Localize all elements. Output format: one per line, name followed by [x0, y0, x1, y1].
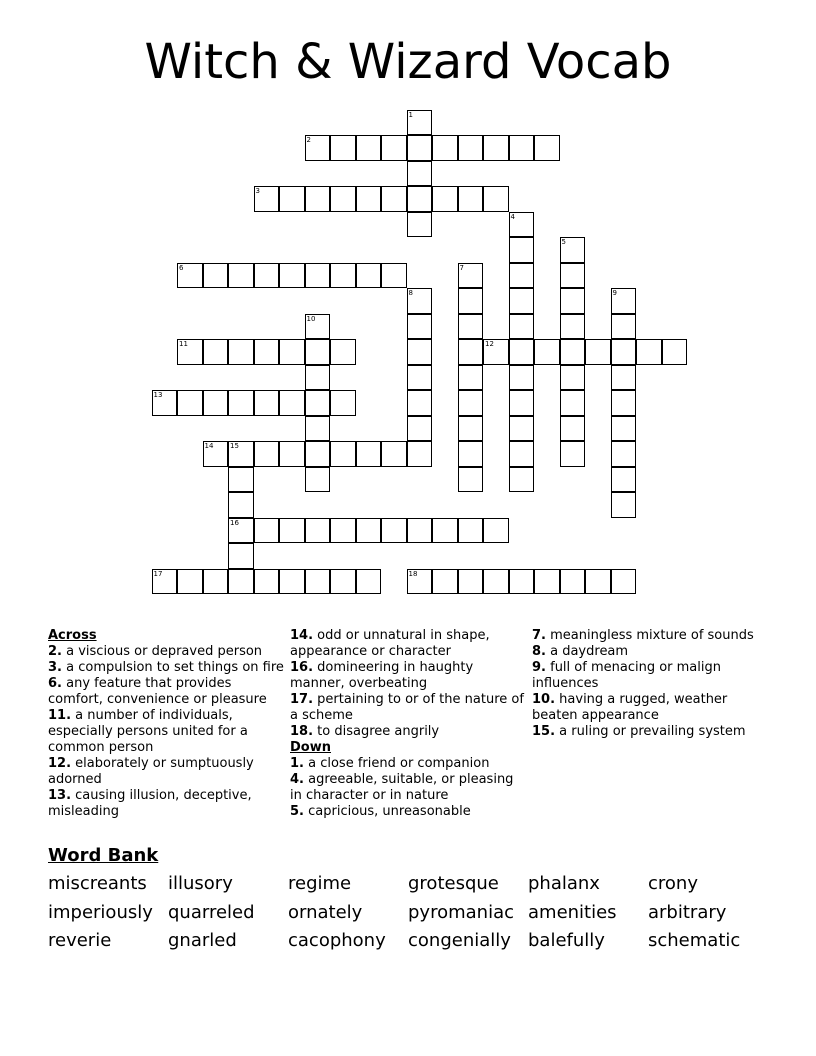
clue-text: a daydream: [545, 644, 629, 659]
grid-cell[interactable]: [305, 441, 331, 467]
grid-cell[interactable]: [458, 135, 484, 161]
grid-cell[interactable]: [305, 186, 331, 212]
grid-cell[interactable]: [254, 441, 280, 467]
grid-cell[interactable]: [330, 135, 356, 161]
clue-number: 10.: [532, 692, 556, 707]
grid-cell[interactable]: [203, 569, 229, 595]
grid-cell[interactable]: [177, 569, 203, 595]
grid-cell[interactable]: [407, 135, 433, 161]
clue-text: to disagree angrily: [313, 724, 440, 739]
clue-number: 11: [179, 340, 188, 348]
clue-text: odd or unnatural in shape, appearance or character: [290, 628, 490, 659]
grid-cell[interactable]: [305, 416, 331, 442]
clue-number: 13.: [48, 788, 72, 803]
word-bank-item: crony: [648, 873, 698, 894]
word-bank-item: grotesque: [408, 873, 499, 894]
grid-cell[interactable]: [203, 441, 229, 467]
grid-cell[interactable]: [509, 135, 535, 161]
grid-cell[interactable]: [483, 135, 509, 161]
grid-cell[interactable]: [611, 467, 637, 493]
clue: [48, 708, 284, 756]
across-heading: Across: [48, 628, 97, 643]
clue: [290, 756, 526, 772]
grid-cell[interactable]: [305, 263, 331, 289]
word-bank-item: quarreled: [168, 902, 255, 923]
grid-cell[interactable]: [203, 263, 229, 289]
clue-number: 16.: [290, 660, 314, 675]
clue: [532, 724, 768, 740]
grid-cell[interactable]: [509, 263, 535, 289]
grid-cell[interactable]: [330, 518, 356, 544]
grid-cell[interactable]: [279, 518, 305, 544]
grid-cell[interactable]: [407, 161, 433, 187]
clue: [48, 660, 284, 676]
clue: [290, 804, 526, 820]
clue-text: causing illusion, deceptive, misleading: [48, 788, 252, 819]
clue-number: 3: [255, 187, 260, 195]
clues-column-2: [290, 628, 526, 820]
across-clues-list: [48, 644, 284, 820]
grid-cell[interactable]: [152, 390, 178, 416]
clue-number: 6: [179, 263, 184, 272]
grid-cell[interactable]: [330, 390, 356, 416]
word-bank-item: cacophony: [288, 930, 386, 951]
clue-number: 8.: [532, 644, 546, 659]
grid-cell[interactable]: [611, 339, 637, 365]
grid-cell[interactable]: [560, 416, 586, 442]
grid-cell[interactable]: [509, 237, 535, 263]
grid-cell[interactable]: [381, 263, 407, 289]
down-clues-list: [290, 756, 526, 820]
grid-cell[interactable]: [458, 365, 484, 391]
clue-number: 16: [230, 518, 239, 527]
clue: [290, 692, 526, 724]
grid-cell[interactable]: [611, 314, 637, 340]
grid-cell[interactable]: [228, 492, 254, 518]
word-bank-item: miscreants: [48, 873, 147, 894]
grid-cell[interactable]: [458, 390, 484, 416]
grid-cell[interactable]: [254, 186, 280, 212]
grid-cell[interactable]: [330, 186, 356, 212]
clue-text: pertaining to or of the nature of a scheme: [290, 692, 524, 723]
grid-cell[interactable]: [534, 569, 560, 595]
grid-cell[interactable]: [356, 186, 382, 212]
grid-cell[interactable]: [611, 416, 637, 442]
grid-cell[interactable]: [432, 518, 458, 544]
word-bank-item: arbitrary: [648, 902, 727, 923]
clue-number: 2: [306, 136, 311, 144]
grid-cell[interactable]: [279, 263, 305, 289]
clue-number: 9.: [532, 660, 546, 675]
grid-cell[interactable]: [228, 441, 254, 467]
grid-cell[interactable]: [611, 441, 637, 467]
grid-cell[interactable]: [611, 288, 637, 314]
grid-cell[interactable]: [458, 416, 484, 442]
grid-cell[interactable]: [509, 339, 535, 365]
grid-cell[interactable]: [203, 390, 229, 416]
grid-cell[interactable]: [560, 288, 586, 314]
grid-cell[interactable]: [611, 365, 637, 391]
grid-cell[interactable]: [509, 569, 535, 595]
clue-text: any feature that provides comfort, convenience or pleasure: [48, 676, 267, 707]
clue-number: 5.: [290, 804, 304, 819]
grid-cell[interactable]: [662, 339, 688, 365]
grid-cell[interactable]: [228, 543, 254, 569]
grid-cell[interactable]: [509, 467, 535, 493]
grid-cell[interactable]: [305, 135, 331, 161]
grid-cell[interactable]: [381, 135, 407, 161]
clue-number: 6.: [48, 676, 62, 691]
clue-number: 1: [408, 110, 413, 119]
clue-number: 12.: [48, 756, 72, 771]
clue-text: domineering in haughty manner, overbeating: [290, 660, 474, 691]
clue-text: a compulsion to set things on fire: [61, 660, 284, 675]
down-clues-list-continued: [532, 628, 768, 740]
grid-cell[interactable]: [407, 339, 433, 365]
clue-number: 11.: [48, 708, 72, 723]
grid-cell[interactable]: [585, 569, 611, 595]
grid-cell[interactable]: [483, 518, 509, 544]
grid-cell[interactable]: [483, 569, 509, 595]
grid-cell[interactable]: [611, 569, 637, 595]
grid-cell[interactable]: [279, 569, 305, 595]
grid-cell[interactable]: [458, 467, 484, 493]
grid-cell[interactable]: [305, 569, 331, 595]
grid-cell[interactable]: [432, 135, 458, 161]
grid-cell[interactable]: [407, 390, 433, 416]
grid-cell[interactable]: [534, 135, 560, 161]
grid-cell[interactable]: [356, 263, 382, 289]
grid-cell[interactable]: [407, 288, 433, 314]
grid-cell[interactable]: [611, 390, 637, 416]
word-bank-item: pyromaniac: [408, 902, 514, 923]
grid-cell[interactable]: [560, 314, 586, 340]
grid-cell[interactable]: [611, 492, 637, 518]
clue: [532, 644, 768, 660]
grid-cell[interactable]: [228, 569, 254, 595]
grid-cell[interactable]: [177, 263, 203, 289]
grid-cell[interactable]: [228, 263, 254, 289]
grid-cell[interactable]: [254, 339, 280, 365]
clue-number: 10: [306, 314, 316, 323]
clue-number: 17.: [290, 692, 314, 707]
clue-text: a close friend or companion: [303, 756, 490, 771]
word-bank-item: reverie: [48, 930, 112, 951]
grid-cell[interactable]: [305, 365, 331, 391]
clue-text: a viscious or depraved person: [61, 644, 263, 659]
clue: [48, 788, 284, 820]
clue-number: 17: [153, 569, 163, 578]
grid-cell[interactable]: [381, 186, 407, 212]
grid-cell[interactable]: [177, 390, 203, 416]
word-bank-title: Word Bank: [48, 845, 159, 866]
word-bank-item: ornately: [288, 902, 363, 923]
clue-number: 7.: [532, 628, 546, 643]
grid-cell[interactable]: [560, 390, 586, 416]
clue-number: 8: [408, 289, 413, 297]
clue: [290, 660, 526, 692]
page-title: Witch & Wizard Vocab: [144, 34, 672, 90]
grid-cell[interactable]: [356, 441, 382, 467]
clue: [290, 772, 526, 804]
grid-cell[interactable]: [356, 569, 382, 595]
down-heading: Down: [290, 740, 331, 755]
grid-cell[interactable]: [407, 416, 433, 442]
grid-cell[interactable]: [509, 212, 535, 238]
clue: [290, 724, 526, 740]
word-bank-item: phalanx: [528, 873, 600, 894]
word-bank-item: imperiously: [48, 902, 153, 923]
grid-cell[interactable]: [458, 518, 484, 544]
clue-number: 7: [459, 263, 464, 272]
clue-number: 12: [485, 340, 494, 348]
grid-cell[interactable]: [228, 467, 254, 493]
grid-cell[interactable]: [254, 518, 280, 544]
clues-column-1: [48, 628, 284, 820]
clue-text: agreeable, suitable, or pleasing in character or in nature: [290, 772, 514, 803]
grid-cell[interactable]: [560, 263, 586, 289]
grid-cell[interactable]: [381, 441, 407, 467]
grid-cell[interactable]: [407, 212, 433, 238]
grid-cell[interactable]: [407, 186, 433, 212]
grid-cell[interactable]: [279, 441, 305, 467]
word-bank-item: balefully: [528, 930, 605, 951]
clue-number: 2.: [48, 644, 62, 659]
word-bank-item: amenities: [528, 902, 617, 923]
grid-cell[interactable]: [509, 441, 535, 467]
clue-text: having a rugged, weather beaten appearance: [532, 692, 728, 723]
grid-cell[interactable]: [254, 263, 280, 289]
grid-cell[interactable]: [458, 263, 484, 289]
grid-cell[interactable]: [636, 339, 662, 365]
clue-number: 5: [561, 238, 566, 246]
grid-cell[interactable]: [483, 186, 509, 212]
grid-cell[interactable]: [458, 314, 484, 340]
grid-cell[interactable]: [458, 186, 484, 212]
grid-cell[interactable]: [305, 314, 331, 340]
grid-cell[interactable]: [254, 390, 280, 416]
grid-cell[interactable]: [407, 314, 433, 340]
grid-cell[interactable]: [458, 339, 484, 365]
grid-cell[interactable]: [458, 288, 484, 314]
grid-cell[interactable]: [458, 569, 484, 595]
grid-cell[interactable]: [509, 314, 535, 340]
grid-cell[interactable]: [585, 339, 611, 365]
grid-cell[interactable]: [560, 365, 586, 391]
grid-cell[interactable]: [381, 518, 407, 544]
clue-number: 14: [204, 442, 214, 450]
grid-cell[interactable]: [305, 467, 331, 493]
clue-number: 1.: [290, 756, 304, 771]
clue: [532, 692, 768, 724]
across-clues-list-continued: [290, 628, 526, 740]
grid-cell[interactable]: [407, 518, 433, 544]
clue-number: 9: [612, 289, 617, 297]
word-bank-item: regime: [288, 873, 352, 894]
clue-text: a number of individuals, especially persons united for a common person: [48, 708, 248, 755]
grid-cell[interactable]: [560, 441, 586, 467]
clue-number: 18.: [290, 724, 314, 739]
grid-cell[interactable]: [279, 339, 305, 365]
clue-number: 14.: [290, 628, 314, 643]
grid-cell[interactable]: [432, 569, 458, 595]
grid-cell[interactable]: [407, 441, 433, 467]
clue: [532, 660, 768, 692]
clue-text: elaborately or sumptuously adorned: [48, 756, 254, 787]
grid-cell[interactable]: [279, 390, 305, 416]
grid-cell[interactable]: [534, 339, 560, 365]
clues-column-3: [532, 628, 768, 740]
clue-text: capricious, unreasonable: [303, 804, 471, 819]
grid-cell[interactable]: [407, 569, 433, 595]
clue-number: 13: [153, 391, 163, 399]
grid-cell[interactable]: [432, 186, 458, 212]
grid-cell[interactable]: [509, 390, 535, 416]
grid-cell[interactable]: [228, 339, 254, 365]
grid-cell[interactable]: [305, 390, 331, 416]
clue: [290, 628, 526, 660]
grid-cell[interactable]: [407, 110, 433, 136]
grid-cell[interactable]: [560, 569, 586, 595]
grid-cell[interactable]: [254, 569, 280, 595]
grid-cell[interactable]: [279, 186, 305, 212]
word-bank-item: schematic: [648, 930, 741, 951]
grid-cell[interactable]: [356, 135, 382, 161]
clue-number: 15.: [532, 724, 556, 739]
grid-cell[interactable]: [560, 237, 586, 263]
word-bank-item: illusory: [168, 873, 233, 894]
grid-cell[interactable]: [228, 390, 254, 416]
grid-cell[interactable]: [483, 339, 509, 365]
grid-cell[interactable]: [330, 339, 356, 365]
clue-number: 4: [510, 212, 515, 221]
clue: [532, 628, 768, 644]
grid-cell[interactable]: [330, 441, 356, 467]
word-bank-item: congenially: [408, 930, 511, 951]
clue: [48, 676, 284, 708]
clue-text: meaningless mixture of sounds: [545, 628, 754, 643]
grid-cell[interactable]: [509, 416, 535, 442]
clue-text: a ruling or prevailing system: [555, 724, 746, 739]
grid-cell[interactable]: [407, 365, 433, 391]
grid-cell[interactable]: [560, 339, 586, 365]
grid-cell[interactable]: [305, 339, 331, 365]
grid-cell[interactable]: [458, 441, 484, 467]
grid-cell[interactable]: [177, 339, 203, 365]
word-bank-item: gnarled: [168, 930, 237, 951]
clue-number: 18: [408, 569, 418, 578]
grid-cell[interactable]: [228, 518, 254, 544]
grid-cell[interactable]: [152, 569, 178, 595]
clue-text: full of menacing or malign influences: [532, 660, 721, 691]
clue-number: 15: [230, 442, 239, 450]
grid-cell[interactable]: [305, 518, 331, 544]
clue-number: 3.: [48, 660, 62, 675]
grid-cell[interactable]: [330, 263, 356, 289]
grid-cell[interactable]: [509, 365, 535, 391]
grid-cell[interactable]: [203, 339, 229, 365]
clue: [48, 644, 284, 660]
clue: [48, 756, 284, 788]
grid-cell[interactable]: [509, 288, 535, 314]
grid-cell[interactable]: [356, 518, 382, 544]
grid-cell[interactable]: [330, 569, 356, 595]
clue-number: 4.: [290, 772, 304, 787]
